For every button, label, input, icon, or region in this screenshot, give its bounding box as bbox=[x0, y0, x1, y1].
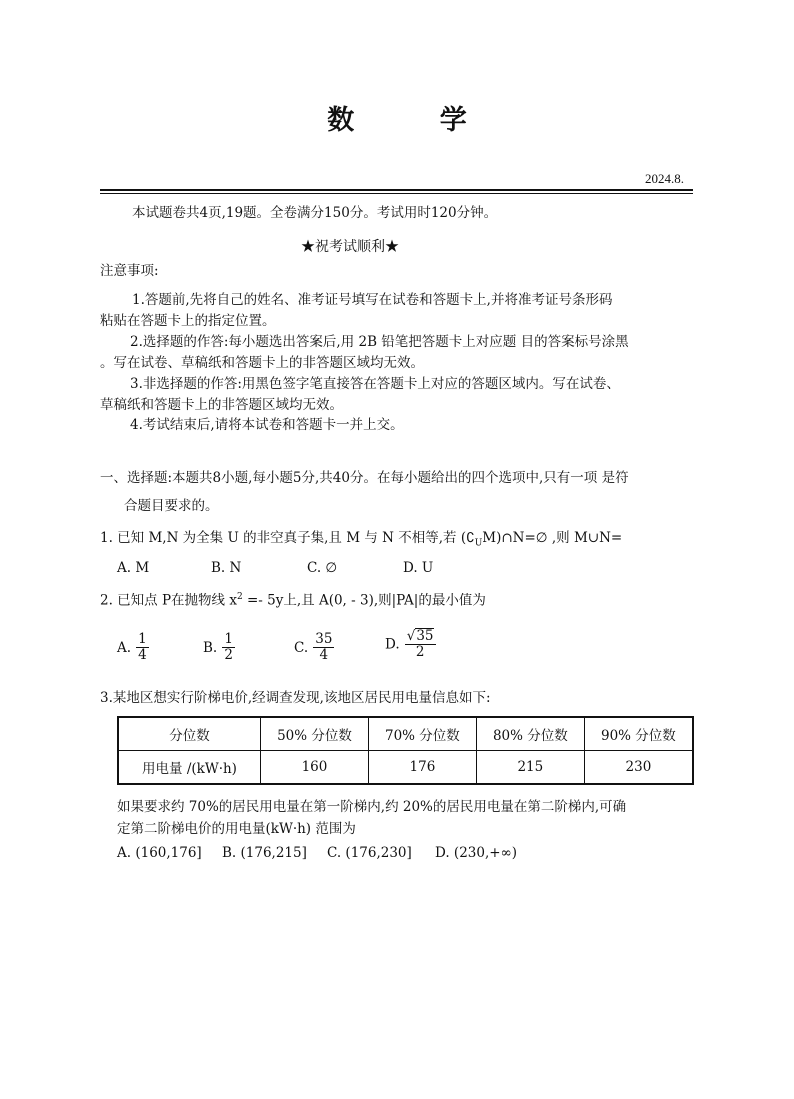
fraction: $\frac{√35}{2}$ bbox=[406, 628, 434, 660]
blessing-line: ★祝考试顺利★ bbox=[301, 239, 399, 255]
q1-option-b: B. N bbox=[211, 560, 242, 576]
q2-option-b: B. $\frac{1}{2}$ bbox=[203, 631, 233, 663]
table-cell: 50% 分位数 bbox=[261, 717, 369, 751]
q3-followup-cont: 定第二阶梯电价的用电量(kW·h) 范围为 bbox=[117, 821, 356, 837]
quantile-table bbox=[117, 716, 694, 785]
note-line: 草稿纸和答题卡上的非答题区域均无效。 bbox=[100, 397, 343, 413]
table-cell: 分位数 bbox=[118, 717, 261, 751]
note-line: 粘贴在答题卡上的指定位置。 bbox=[100, 313, 276, 329]
header-rule-thin bbox=[100, 193, 693, 194]
fraction: $\frac{1}{2}$ bbox=[224, 631, 233, 663]
q2-option-c: C. $\frac{35}{4}$ bbox=[294, 631, 333, 663]
table-cell: 215 bbox=[476, 751, 584, 785]
q1-option-a: A. M bbox=[117, 560, 150, 576]
complement-symbol: ∁ bbox=[466, 530, 475, 546]
section-heading: 一、选择题:本题共8小题,每小题5分,共40分。在每小题给出的四个选项中,只有一项 是符 bbox=[100, 470, 629, 486]
q3-option-a: A. (160,176] bbox=[117, 845, 202, 861]
notes-heading: 注意事项: bbox=[100, 263, 159, 279]
q3-option-b: B. (176,215] bbox=[222, 845, 307, 861]
exam-summary: 本试题卷共4页,19题。全卷满分150分。考试用时120分钟。 bbox=[132, 205, 498, 221]
note-line: 2.选择题的作答:每小题选出答案后,用 2B 铅笔把答题卡上对应题 目的答案标号涂黑 bbox=[130, 334, 629, 350]
table-cell: 70% 分位数 bbox=[368, 717, 476, 751]
page-title: 数 学 bbox=[327, 105, 505, 136]
note-line: 3.非选择题的作答:用黑色签字笔直接答在答题卡上对应的答题区域内。写在试卷、 bbox=[130, 376, 620, 392]
exam-date: 2024.8. bbox=[645, 171, 684, 186]
note-line: 1.答题前,先将自己的姓名、准考证号填写在试卷和答题卡上,并将准考证号条形码 bbox=[132, 292, 613, 308]
fraction: $\frac{35}{4}$ bbox=[315, 631, 333, 663]
table-cell: 176 bbox=[368, 751, 476, 785]
question-2-stem: 2. 已知点 P在抛物线 $x^2 =- 5y$上,且 A(0, - 3),则|PA|的最小值为 bbox=[100, 592, 486, 609]
q3-option-d: D. (230,+∞) bbox=[435, 845, 518, 861]
table-cell: 230 bbox=[584, 751, 693, 785]
q3-followup: 如果要求约 70%的居民用电量在第一阶梯内,约 20%的居民用电量在第二阶梯内,可确 bbox=[117, 799, 627, 815]
q1-option-d: D. U bbox=[403, 560, 434, 576]
sqrt-radicand: 35 bbox=[416, 628, 434, 644]
table-row bbox=[118, 751, 693, 785]
question-1-stem: 1. 已知 M,N 为全集 U 的非空真子集,且 M 与 N 不相等,若 $(∁_UM)\cap N=\emptyset$ ,则 M∪N= bbox=[100, 530, 623, 549]
note-line: 4.考试结束后,请将本试卷和答题卡一并上交。 bbox=[130, 417, 404, 433]
table-header-row bbox=[118, 717, 693, 751]
q2-option-a: A. $\frac{1}{4}$ bbox=[117, 631, 147, 663]
header-rule-thick bbox=[100, 189, 693, 191]
section-heading-cont: 合题目要求的。 bbox=[124, 498, 219, 514]
q2-option-d: D. $\frac{√35}{2}$ bbox=[385, 628, 434, 660]
q1-option-c: C. ∅ bbox=[307, 560, 338, 576]
table-cell: 80% 分位数 bbox=[476, 717, 584, 751]
q3-option-c: C. (176,230] bbox=[327, 845, 412, 861]
note-line: 。写在试卷、草稿纸和答题卡上的非答题区域均无效。 bbox=[100, 355, 424, 371]
table-cell: 用电量 /(kW·h) bbox=[118, 751, 261, 785]
fraction: $\frac{1}{4}$ bbox=[138, 631, 147, 663]
table-cell: 90% 分位数 bbox=[584, 717, 693, 751]
table-cell: 160 bbox=[261, 751, 369, 785]
question-3-stem: 3.某地区想实行阶梯电价,经调查发现,该地区居民用电量信息如下: bbox=[100, 690, 491, 706]
